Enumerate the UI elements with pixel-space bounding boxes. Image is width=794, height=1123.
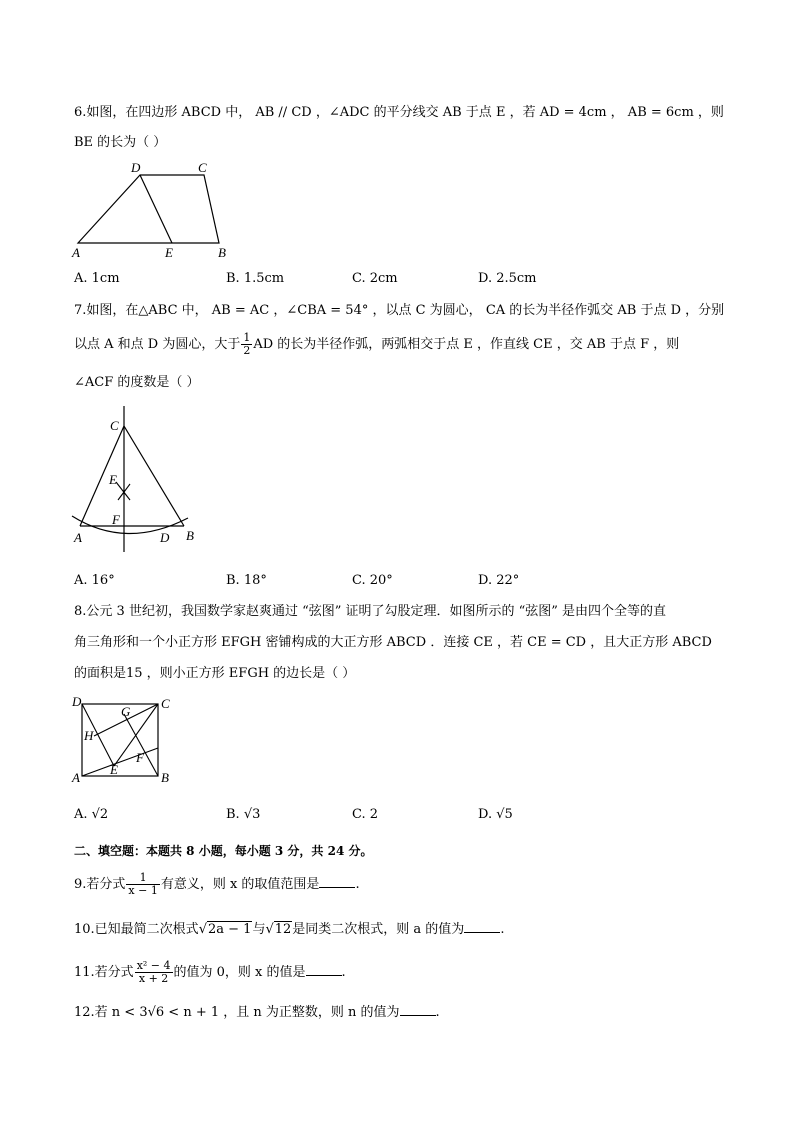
q7-label-f: F (112, 512, 120, 527)
q8-square-abcd (82, 704, 158, 776)
q6-label-d: D (131, 160, 141, 175)
q8-option-d[interactable]: D. √5 (478, 807, 513, 822)
q6-bisector-de (140, 175, 172, 243)
q7-line2-pre: 以点 A 和点 D 为圆心，大于 (74, 337, 241, 352)
q9-answer-blank[interactable] (319, 875, 355, 888)
q7-option-b[interactable]: B. 18° (226, 573, 267, 588)
q8-seg-ae (82, 748, 158, 776)
q6-label-e: E (165, 245, 173, 260)
q6-option-c[interactable]: C. 2cm (352, 271, 398, 286)
q10-mid: 与 (252, 922, 266, 937)
q7-option-c[interactable]: C. 20° (352, 573, 393, 588)
q7-option-d[interactable]: D. 22° (478, 573, 520, 588)
q7-arc-ad (72, 516, 188, 534)
q8-label-b: B (161, 770, 169, 785)
q6-label-c: C (198, 160, 207, 175)
q8-line3: 的面积是15 ，则小正方形 EFGH 的边长是（ ） (74, 666, 356, 681)
q11-answer-blank[interactable] (306, 963, 342, 976)
q8-option-c[interactable]: C. 2 (352, 807, 379, 822)
q11-frac-num: x² − 4 (136, 959, 171, 972)
q11-end: . (341, 965, 346, 980)
q6-quadrilateral (78, 175, 219, 243)
q6-label-a: A (72, 245, 80, 260)
q9-fraction (126, 872, 159, 897)
q6-label-b: B (218, 245, 226, 260)
q12-end: . (435, 1005, 440, 1020)
q7-frac-num: 1 (243, 331, 251, 344)
q8-label-a: A (72, 770, 80, 785)
q10-line: 10.已知最简二次根式√2a − 1与√12是同类二次根式，则 a 的值为 . (74, 922, 505, 937)
q7-label-d: D (160, 530, 170, 545)
q12-answer-blank[interactable] (400, 1003, 436, 1016)
q7-frac-den: 2 (243, 344, 251, 357)
q6-line2: BE 的长为（ ） (74, 135, 167, 150)
q10-radicand-2: 12 (274, 922, 292, 937)
q9-post: 有意义，则 x 的取值范围是 (160, 877, 320, 892)
q7-line2-post: AD 的长为半径作弧，两弧相交于点 E ，作直线 CE ，交 AB 于点 F ，则 (253, 337, 680, 352)
q11-post: 的值为 0，则 x 的值是 (173, 965, 306, 980)
q11-line (74, 960, 346, 985)
q6-option-b[interactable]: B. 1.5cm (226, 271, 285, 286)
q10-pre: 10.已知最简二次根式 (74, 922, 199, 937)
q8-line1: 8.公元 3 世纪初，我国数学家赵爽通过 “弦图” 证明了勾股定理．如图所示的 “弦图” 是由四个全等的直 (74, 604, 667, 619)
q7-option-a[interactable]: A. 16° (74, 573, 115, 588)
q6-option-d[interactable]: D. 2.5cm (478, 271, 537, 286)
q9-pre: 9.若分式 (74, 877, 126, 892)
q7-line2 (74, 332, 679, 357)
q10-radicand-1: 2a − 1 (207, 922, 252, 937)
q8-label-f: F (136, 750, 144, 765)
q6-option-a[interactable]: A. 1cm (74, 271, 120, 286)
q7-line1: 7.如图，在△ABC 中， AB = AC ，∠CBA = 54° ，以点 C 为圆心， CA 的长为半径作弧交 AB 于点 D ，分别 (74, 303, 725, 318)
q8-label-g: G (121, 704, 131, 719)
q7-label-c: C (110, 418, 119, 433)
q10-post: 是同类二次根式，则 a 的值为 (292, 922, 465, 937)
q7-label-a: A (74, 530, 82, 545)
q9-line (74, 872, 360, 897)
q11-fraction (135, 960, 173, 985)
q7-side-ca (80, 426, 124, 526)
q12-line (74, 1003, 440, 1022)
q8-label-e: E (110, 762, 118, 777)
q9-frac-den: x − 1 (128, 884, 158, 897)
q7-arc-e1 (116, 482, 130, 500)
q9-frac-num: 1 (126, 872, 159, 885)
q11-frac-den: x + 2 (138, 972, 169, 985)
q7-fraction (241, 332, 252, 357)
q7-side-cb (124, 426, 184, 526)
q7-label-b: B (186, 528, 194, 543)
q11-pre: 11.若分式 (74, 965, 134, 980)
q8-line2: 角三角形和一个小正方形 EFGH 密铺构成的大正方形 ABCD ．连接 CE ，若 CE = CD ，且大正方形 ABCD (74, 635, 712, 650)
q8-option-b[interactable]: B. √3 (226, 807, 261, 822)
q7-label-e: E (109, 472, 117, 487)
q6-line1: 6.如图，在四边形 ABCD 中， AB // CD ，∠ADC 的平分线交 AB 于点 E ，若 AD = 4cm ， AB = 6cm ，则 (74, 105, 724, 120)
section-2-heading: 二、填空题：本题共 8 小题，每小题 3 分，共 24 分。 (74, 844, 373, 858)
q8-label-h: H (84, 728, 94, 743)
q10-answer-blank[interactable] (464, 920, 500, 933)
q7-figure (66, 404, 206, 556)
q7-line3: ∠ACF 的度数是（ ） (74, 375, 200, 390)
q8-figure (68, 692, 188, 788)
q8-label-d: D (72, 694, 82, 709)
q9-end: . (355, 877, 360, 892)
q12-text: 12.若 n < 3√6 < n + 1 ，且 n 为正整数，则 n 的值为 (74, 1005, 400, 1020)
q10-end: . (500, 922, 505, 937)
q8-option-a[interactable]: A. √2 (74, 807, 109, 822)
q8-label-c: C (161, 696, 170, 711)
q6-figure (68, 158, 238, 262)
